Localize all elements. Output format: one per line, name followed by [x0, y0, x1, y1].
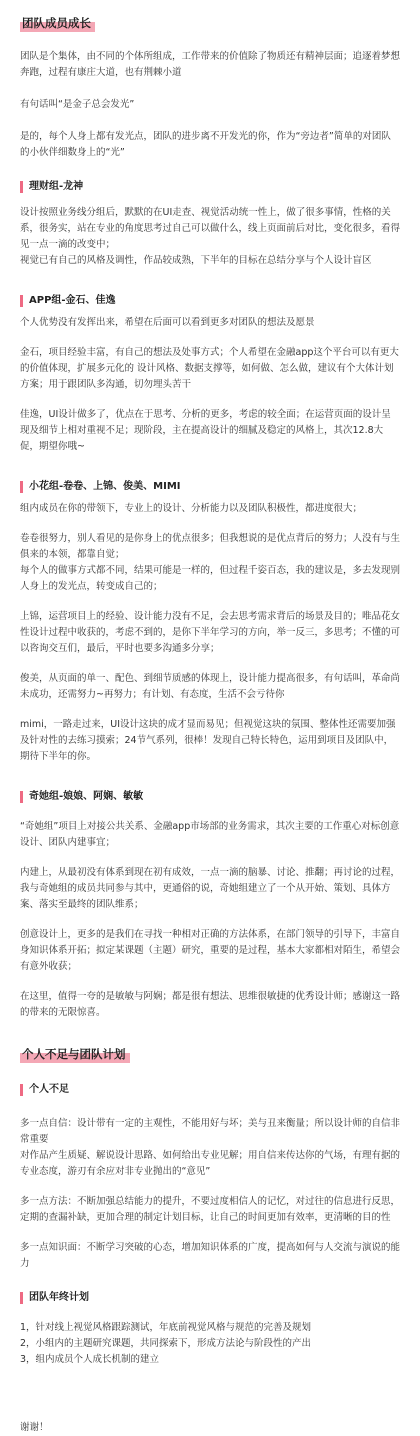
- subheading-group3-label: 小花组-卷卷、上锦、俊美、MIMI: [29, 481, 181, 492]
- subheading-shortcomings: [20, 1082, 400, 1098]
- subheading-shortcomings-label: 个人不足: [29, 1084, 69, 1095]
- accent-bar: [20, 295, 23, 307]
- group3-paragraph-3: 上锦，运营项目上的经验、设计能力没有不足，会去思考需求背后的场景及目的；唯品花女性设计过程中收获的，考虑不到的，是你下半年学习的方向，举一反三，多思考；不懂的可以咨询交互们，最后，平时也要多沟通多分享；: [20, 611, 401, 654]
- subheading-group3: [20, 479, 400, 495]
- accent-bar: [20, 181, 23, 193]
- accent-bar: [20, 481, 23, 493]
- group2-paragraph-1: 个人优势没有发挥出来，希望在后面可以看到更多对团队的想法及愿景: [20, 317, 315, 328]
- intro-paragraph-3: 是的，每个人身上都有发光点，团队的进步离不开发光的你，作为“旁边者”简单的对团队的小伙伴细数身上的“光”: [20, 131, 391, 158]
- plan-item-1: 1，针对线上视觉风格跟踪测试，年底前视觉风格与规范的完善及规划: [20, 1322, 312, 1333]
- subheading-group1-label: 理财组-龙神: [29, 181, 84, 192]
- accent-bar: [20, 791, 23, 803]
- plan-item-3: 3，组内成员个人成长机制的建立: [20, 1354, 160, 1365]
- group2-paragraph-2: 金石，项目经验丰富，有自己的想法及处事方式；个人希望在金融app这个平台可以有更大的价值体现，扩展多元化的 设计风格、数据支撑等，如何做、怎么做，建议有个大体计划方案；用于跟团队多沟通，切勿埋头苦干: [20, 347, 399, 390]
- subheading-group4-label: 奇她组-娘娘、阿娴、敏敏: [29, 791, 144, 802]
- accent-bar: [20, 1292, 23, 1304]
- subheading-group4: [20, 789, 400, 805]
- group4-paragraph-1: “奇她组”项目上对接公共关系、金融app市场部的业务需求，其次主要的工作重心对标创意设计、团队内建事宜；: [20, 821, 400, 848]
- plan-item-2: 2，小组内的主题研究课题，共同探索下，形成方法论与阶段性的产出: [20, 1338, 312, 1349]
- section-title-team-growth: 团队成员成长: [20, 14, 95, 32]
- section-title-shortcomings-plan: 个人不足与团队计划: [20, 1045, 130, 1063]
- group3-paragraph-4: 俊美，从页面的单一、配色、到细节质感的体现上，设计能力提高很多，有句话叫，革命尚未成功，还需努力~再努力；有计划、有态度，生活不会亏待你: [20, 673, 401, 700]
- thanks-text: 谢谢！: [20, 1422, 49, 1433]
- subheading-plan: [20, 1290, 400, 1306]
- group3-paragraph-2: 卷卷很努力，别人看见的是你身上的优点很多；但我想说的是优点背后的努力；人没有与生俱来的本领，都靠自觉； 每个人的做事方式都不同，结果可能是一样的，但过程千姿百态，我的建议是，多去发现别人身上的发光点，转变成自己的；: [20, 533, 401, 592]
- accent-bar: [20, 1084, 23, 1096]
- intro-paragraph-1: 团队是个集体，由不同的个体所组成，工作带来的价值除了物质还有精神层面；追逐着梦想奔跑，过程有康庄大道，也有荆棘小道: [20, 51, 401, 78]
- group3-paragraph-5: mimi，一路走过来，UI设计这块的成才显而易见；但视觉这块的氛围、整体性还需要加强及针对性的去练习摸索；24节气系列，很棒！发现自己特长特色，运用到项目及团队中，期待下半年的你。: [20, 719, 396, 762]
- subheading-group2: [20, 293, 400, 309]
- subheading-group1: [20, 179, 400, 195]
- group2-paragraph-3: 佳逸，UI设计做多了，优点在于思考、分析的更多，考虑的较全面；在运营页面的设计呈现及细节上相对重视不足；现阶段，主在提高设计的细腻及稳定的风格上，其次12.8大促，期望你哦~: [20, 409, 391, 452]
- intro-paragraph-2: 有句话叫“是金子总会发光”: [20, 99, 135, 110]
- group4-paragraph-2: 内建上，从最初没有体系到现在初有成效，一点一滴的脑暴、讨论、推翻；再讨论的过程，我与奇她组的成员共同参与其中，更通俗的说，奇她组建立了一个从开始、策划、具体方案、落实至最终的团队维系；: [20, 867, 401, 910]
- group4-paragraph-4: 在这里，值得一夸的是敏敏与阿娴；都是很有想法、思维很敏捷的优秀设计师；感谢这一路的带来的无限惊喜。: [20, 991, 401, 1018]
- shortcomings-paragraph-2: 多一点方法：不断加强总结能力的提升，不要过度相信人的记忆，对过往的信息进行反思，定期的查漏补缺，更加合理的制定计划目标，让自己的时间更加有效率，更清晰的目的性: [20, 1196, 401, 1223]
- subheading-group2-label: APP组-金石、佳逸: [29, 295, 116, 306]
- subheading-plan-label: 团队年终计划: [29, 1292, 89, 1303]
- group3-paragraph-1: 组内成员在你的带领下，专业上的设计、分析能力以及团队积极性，都进度很大；: [20, 503, 363, 514]
- shortcomings-paragraph-1: 多一点自信：设计带有一定的主观性，不能用好与坏；美与丑来衡量；所以设计师的自信非常重要 对作品产生质疑、解说设计思路、如何给出专业见解；用自信来传达你的气场，有理有据的专业态度，游刃有余应对非专业抛出的“意见”: [20, 1118, 401, 1177]
- group1-paragraph-1: 设计按照业务线分组后，默默的在UI走查、视觉活动统一性上，做了很多事情，性格的关系，很务实，站在专业的角度思考过自己可以做什么，线上页面前后对比，变化很多，看得见一点一滴的改变中； 视觉已有自己的风格及调性，作品较成熟，下半年的目标在总结分享与个人设计盲区: [20, 207, 401, 266]
- group4-paragraph-3: 创意设计上，更多的是我们在寻找一种相对正确的方法体系，在部门领导的引导下，丰富自身知识体系开拓；拟定某课题（主题）研究，重要的是过程，基本大家都相对陌生，希望会有意外收获；: [20, 929, 401, 972]
- shortcomings-paragraph-3: 多一点知识面：不断学习突破的心态，增加知识体系的广度，提高如何与人交流与演说的能力: [20, 1242, 401, 1269]
